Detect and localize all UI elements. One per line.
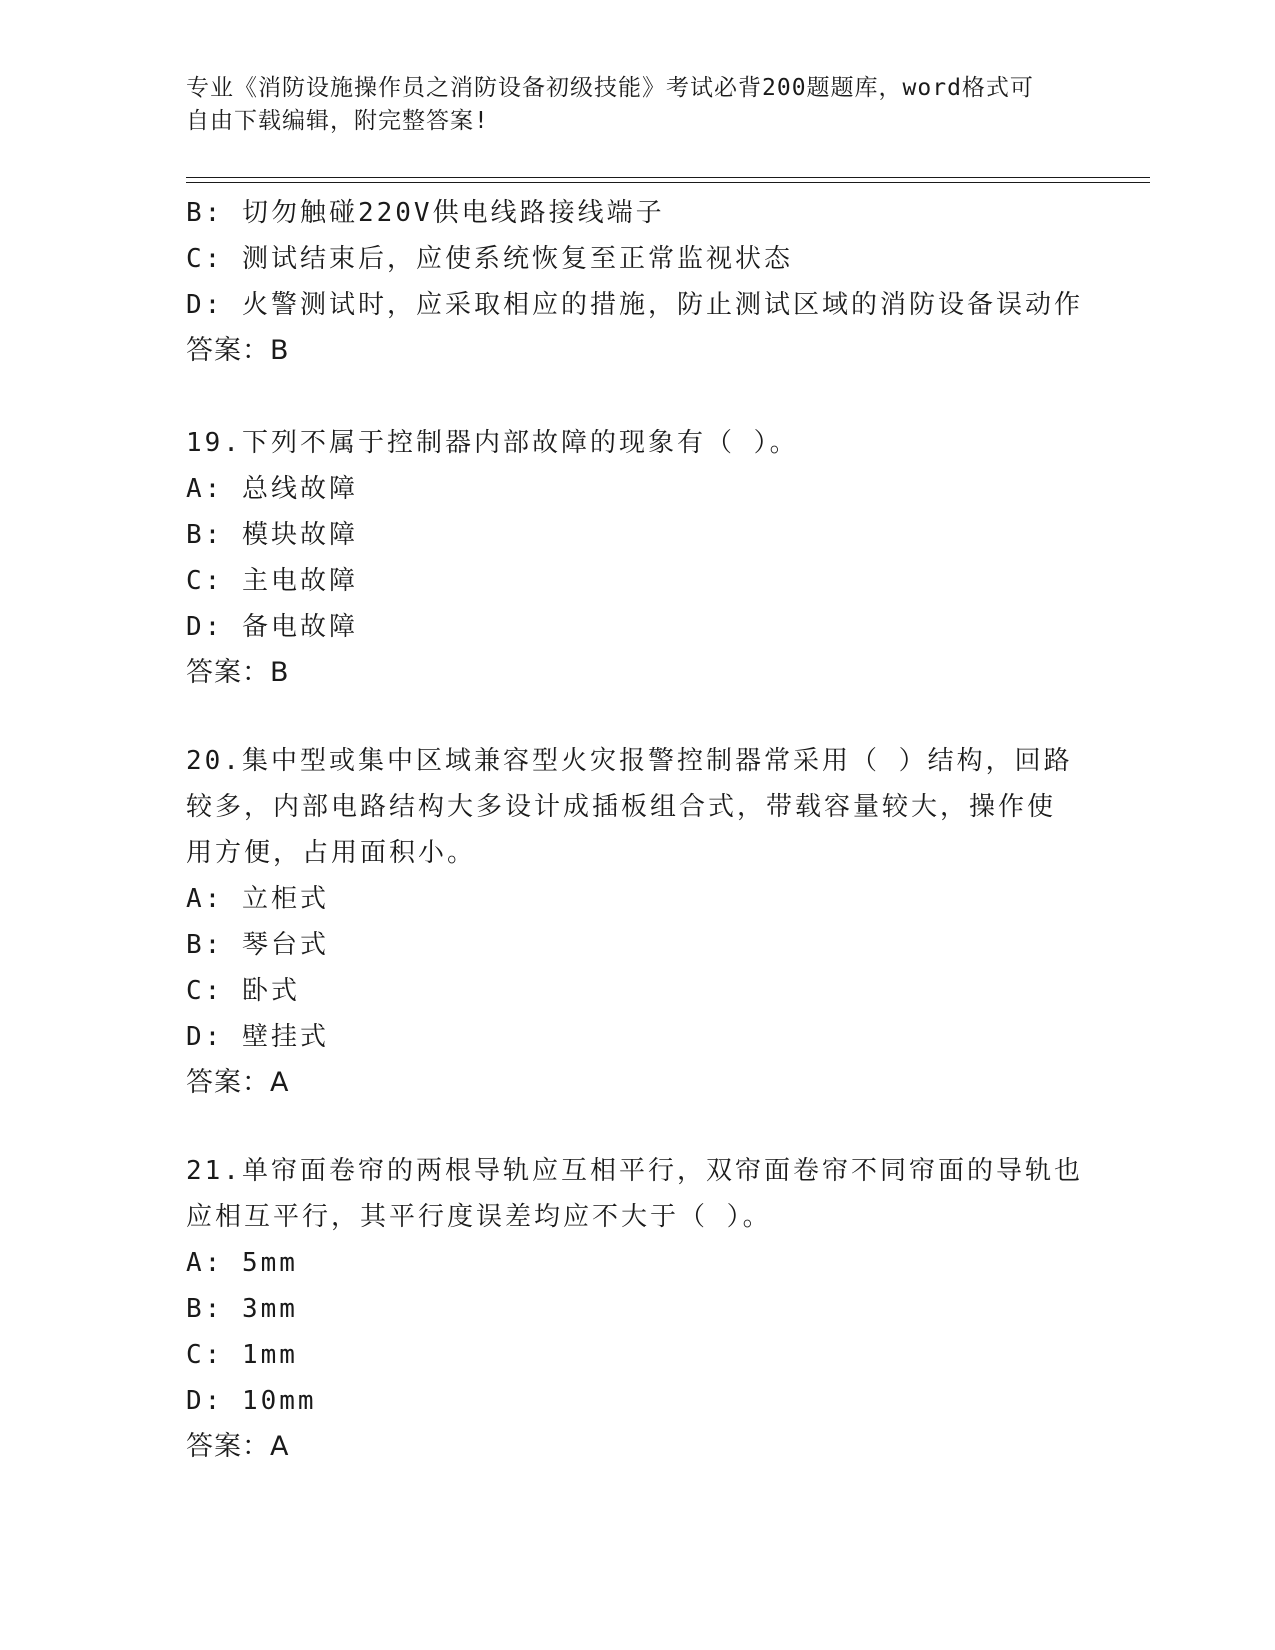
option-d: D: 壁挂式 [186,1022,329,1052]
option-c: C: 测试结束后，应使系统恢复至正常监视状态 [186,244,793,274]
option-c: C: 1mm [186,1340,298,1370]
option-c: C: 卧式 [186,976,300,1006]
question-text-line-1: 20.集中型或集中区域兼容型火灾报警控制器常采用（ ）结构，回路 [186,746,1073,776]
answer: 答案：A [186,1067,290,1098]
answer: 答案：A [186,1431,290,1462]
question-list [186,190,1086,1470]
option-d: D: 备电故障 [186,612,358,642]
option-b: B: 切勿触碰220V供电线路接线端子 [186,198,665,228]
option-d: D: 火警测试时，应采取相应的措施，防止测试区域的消防设备误动作 [186,290,1083,320]
option-c: C: 主电故障 [186,566,358,596]
option-b: B: 3mm [186,1294,298,1324]
question-text-line-3: 用方便，占用面积小。 [186,838,477,868]
option-d: D: 10mm [186,1386,317,1416]
answer: 答案：B [186,335,290,366]
header-line-2: 自由下载编辑，附完整答案! [186,108,489,134]
question-19 [186,420,1086,696]
question-20 [186,738,1086,1106]
question-18-continued [186,190,1086,374]
header-line-1: 专业《消防设施操作员之消防设备初级技能》考试必背200题题库，word格式可 [186,75,1034,101]
option-b: B: 模块故障 [186,520,358,550]
question-21 [186,1148,1086,1470]
option-a: A: 5mm [186,1248,298,1278]
question-text-line-2: 较多，内部电路结构大多设计成插板组合式，带载容量较大，操作使 [186,792,1057,822]
question-text-line-2: 应相互平行，其平行度误差均应不大于（ ）。 [186,1202,772,1232]
option-b: B: 琴台式 [186,930,329,960]
document-header [186,72,1086,138]
option-a: A: 总线故障 [186,474,358,504]
answer: 答案：B [186,657,290,688]
header-divider-bottom [186,182,1150,183]
question-text: 19.下列不属于控制器内部故障的现象有（ ）。 [186,428,799,458]
option-a: A: 立柜式 [186,884,329,914]
question-text-line-1: 21.单帘面卷帘的两根导轨应互相平行，双帘面卷帘不同帘面的导轨也 [186,1156,1083,1186]
header-divider-top [186,177,1150,178]
